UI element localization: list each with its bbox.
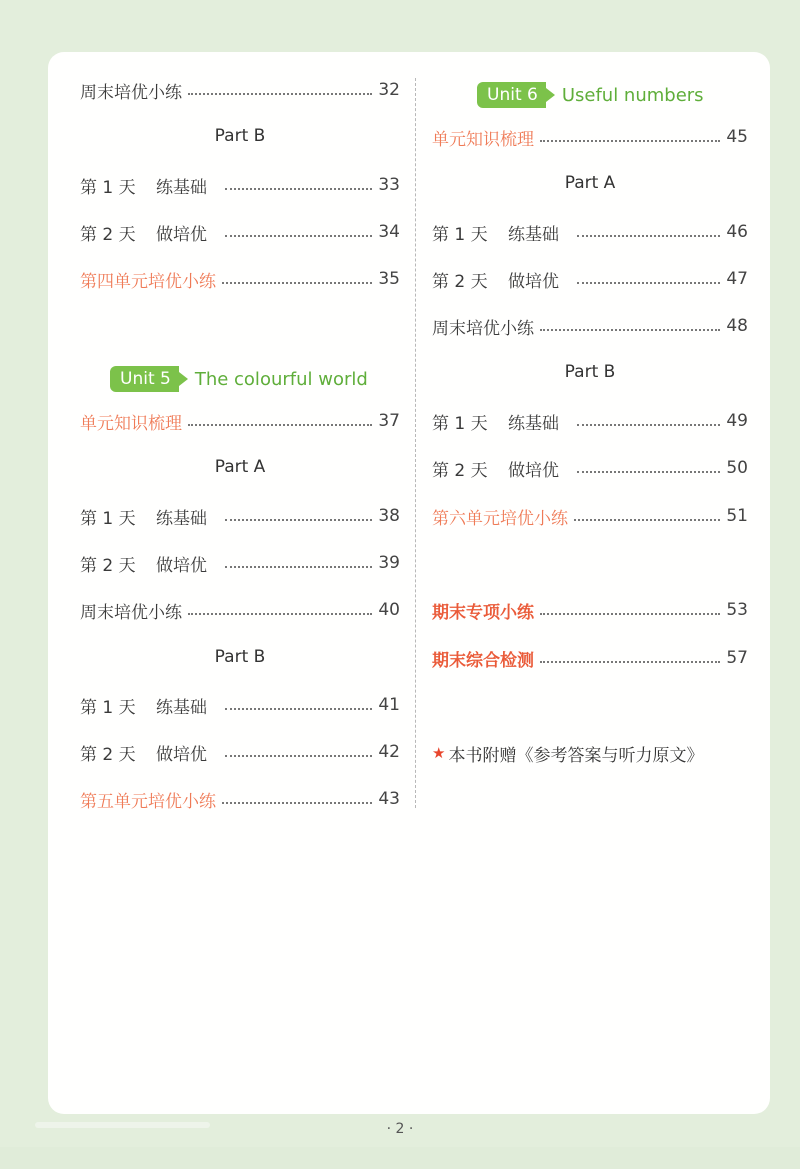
part-heading: Part B [214, 126, 266, 146]
toc-entry-day1[interactable] [80, 501, 400, 531]
entry-task: 练基础 [508, 413, 559, 434]
toc-entry-final-test[interactable] [432, 643, 748, 673]
entry-page: 47 [726, 269, 748, 289]
entry-task: 练基础 [156, 508, 207, 529]
leader-dots [577, 235, 720, 237]
toc-entry-final-special[interactable] [432, 595, 748, 625]
star-icon: ★ [432, 744, 446, 762]
entry-label: 期末综合检测 [432, 650, 534, 671]
toc-entry-unit6-review[interactable] [432, 122, 748, 152]
leader-dots [225, 755, 372, 757]
column-divider [415, 78, 416, 808]
unit6-heading [477, 80, 704, 110]
entry-page: 46 [726, 222, 748, 242]
toc-entry-day2[interactable] [80, 737, 400, 767]
entry-page: 51 [726, 506, 748, 526]
entry-task: 做培优 [156, 744, 207, 765]
entry-page: 40 [378, 600, 400, 620]
entry-day: 第 2 天 [432, 460, 488, 481]
entry-day: 第 1 天 [80, 508, 136, 529]
entry-label: 第五单元培优小练 [80, 791, 216, 812]
entry-page: 45 [726, 127, 748, 147]
unit-badge: Unit 5 [110, 366, 179, 392]
entry-label: 单元知识梳理 [80, 413, 182, 434]
entry-label: 单元知识梳理 [432, 129, 534, 150]
bottom-strip [0, 1147, 800, 1169]
entry-page: 33 [378, 175, 400, 195]
toc-entry-weekend-practice[interactable] [80, 75, 400, 105]
entry-task: 做培优 [508, 271, 559, 292]
entry-task: 练基础 [156, 177, 207, 198]
toc-entry-day2[interactable] [80, 548, 400, 578]
unit-badge: Unit 6 [477, 82, 546, 108]
entry-page: 50 [726, 458, 748, 478]
unit-title: Useful numbers [561, 84, 704, 106]
toc-entry-unit5-practice[interactable] [80, 784, 400, 814]
toc-entry-weekend-practice[interactable] [80, 595, 400, 625]
entry-page: 49 [726, 411, 748, 431]
entry-day: 第 2 天 [80, 555, 136, 576]
unit5-heading [110, 364, 368, 394]
entry-page: 48 [726, 316, 748, 336]
leader-dots [222, 282, 372, 284]
leader-dots [577, 471, 720, 473]
entry-page: 53 [726, 600, 748, 620]
entry-page: 34 [378, 222, 400, 242]
bottom-decoration [35, 1122, 210, 1128]
leader-dots [574, 519, 720, 521]
entry-task: 练基础 [508, 224, 559, 245]
entry-day: 第 2 天 [80, 744, 136, 765]
toc-sheet [48, 52, 770, 1114]
toc-entry-day1[interactable] [80, 170, 400, 200]
entry-day: 第 1 天 [432, 224, 488, 245]
entry-label: 周末培优小练 [432, 318, 534, 339]
entry-page: 57 [726, 648, 748, 668]
page-number: · 2 · [386, 1121, 414, 1137]
leader-dots [540, 661, 720, 663]
unit-title: The colourful world [194, 368, 368, 390]
leader-dots [225, 566, 372, 568]
entry-day: 第 2 天 [432, 271, 488, 292]
toc-entry-unit5-review[interactable] [80, 406, 400, 436]
entry-page: 41 [378, 695, 400, 715]
toc-entry-day1[interactable] [432, 217, 748, 247]
entry-page: 32 [378, 80, 400, 100]
entry-day: 第 1 天 [80, 697, 136, 718]
leader-dots [188, 93, 372, 95]
leader-dots [540, 329, 720, 331]
entry-page: 43 [378, 789, 400, 809]
entry-page: 38 [378, 506, 400, 526]
entry-label: 第六单元培优小练 [432, 508, 568, 529]
leader-dots [225, 708, 372, 710]
entry-page: 35 [378, 269, 400, 289]
leader-dots [222, 802, 372, 804]
entry-page: 39 [378, 553, 400, 573]
toc-entry-day1[interactable] [80, 690, 400, 720]
leader-dots [540, 613, 720, 615]
leader-dots [225, 188, 372, 190]
entry-page: 37 [378, 411, 400, 431]
part-heading: Part B [214, 647, 266, 667]
leader-dots [225, 519, 372, 521]
leader-dots [540, 140, 720, 142]
entry-label: 周末培优小练 [80, 602, 182, 623]
leader-dots [577, 424, 720, 426]
entry-label: 期末专项小练 [432, 602, 534, 623]
toc-entry-day2[interactable] [432, 264, 748, 294]
part-heading: Part A [564, 173, 616, 193]
leader-dots [188, 613, 372, 615]
entry-label: 周末培优小练 [80, 82, 182, 103]
gift-note-text: 本书附赠《参考答案与听力原文》 [448, 745, 704, 766]
entry-day: 第 1 天 [80, 177, 136, 198]
leader-dots [188, 424, 372, 426]
entry-day: 第 1 天 [432, 413, 488, 434]
part-heading: Part B [564, 362, 616, 382]
entry-page: 42 [378, 742, 400, 762]
toc-entry-day1[interactable] [432, 406, 748, 436]
toc-entry-unit4-practice[interactable] [80, 264, 400, 294]
leader-dots [577, 282, 720, 284]
toc-entry-day2[interactable] [80, 217, 400, 247]
entry-task: 练基础 [156, 697, 207, 718]
toc-entry-weekend-practice[interactable] [432, 311, 748, 341]
entry-task: 做培优 [508, 460, 559, 481]
gift-note [432, 738, 703, 768]
leader-dots [225, 235, 372, 237]
toc-entry-day2[interactable] [432, 453, 748, 483]
entry-task: 做培优 [156, 555, 207, 576]
entry-day: 第 2 天 [80, 224, 136, 245]
entry-label: 第四单元培优小练 [80, 271, 216, 292]
toc-entry-unit6-practice[interactable] [432, 501, 748, 531]
entry-task: 做培优 [156, 224, 207, 245]
part-heading: Part A [214, 457, 266, 477]
